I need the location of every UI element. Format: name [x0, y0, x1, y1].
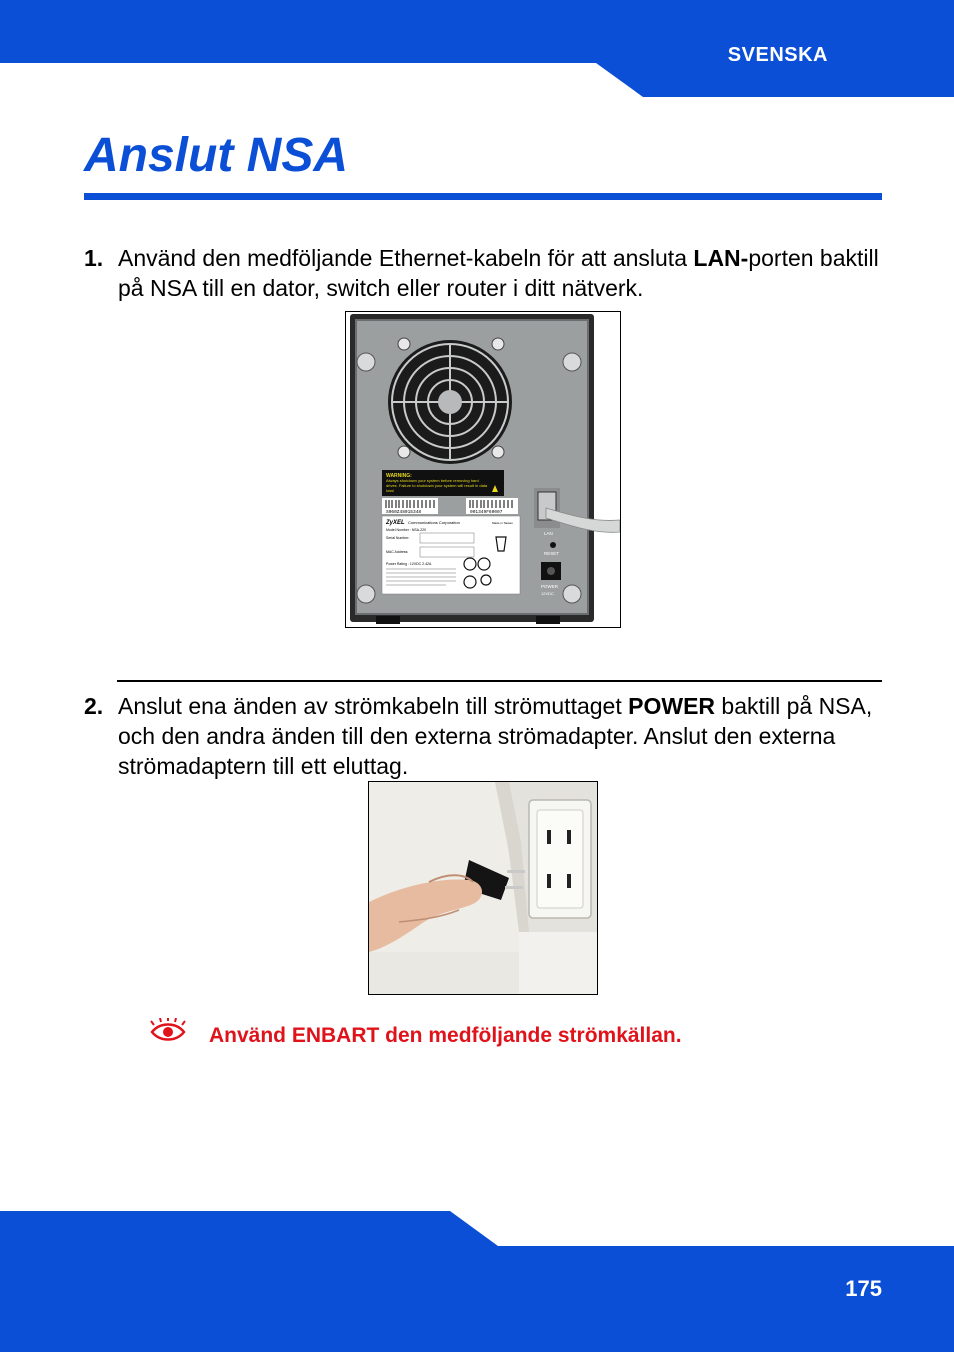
language-label: SVENSKA	[727, 44, 828, 66]
warning-sticker-title: WARNING:	[386, 473, 412, 479]
notice-text: Använd ENBART den medföljande strömkällan.	[209, 1024, 682, 1047]
reset-label: RESET	[544, 551, 560, 556]
step-number: 1.	[84, 245, 104, 271]
nsa-back-panel-photo	[345, 311, 621, 628]
label-made-in: Made in Taiwan	[492, 521, 513, 525]
label-power-rating: Power Rating : 12VDC 2.42A	[386, 562, 432, 566]
page-number: 175	[845, 1276, 882, 1301]
step-text: Anslut ena änden av strömkabeln till strömuttaget POWER baktill på NSA, och den andra änden till den externa strömadapter. Anslut den externa strömadaptern till ett eluttag.	[118, 693, 873, 779]
label-serial: Serial Number:	[386, 536, 410, 540]
warning-sticker-text: Always shutdown your system before removing hard drives. Failure to shutdown your system will result in data loss!	[386, 478, 488, 493]
step-number: 2.	[84, 693, 104, 719]
section-divider	[117, 680, 882, 682]
barcode-right-text: 001349F60007	[470, 510, 503, 515]
label-brand: ZyXEL	[386, 520, 405, 526]
lan-port-label: LAN	[544, 531, 553, 536]
eye-icon	[148, 1018, 188, 1050]
wall-outlet-photo	[368, 781, 598, 995]
footer-band	[0, 1211, 954, 1352]
wall-outlet-illustration	[369, 782, 597, 994]
power-port-label: POWER	[541, 584, 559, 589]
page-title: Anslut NSA	[84, 129, 348, 182]
label-model: Model Number : NSA-220	[386, 528, 427, 532]
step-text: Använd den medföljande Ethernet-kabeln för att ansluta LAN-porten baktill på NSA till en dator, switch eller router i ditt nätverk.	[118, 245, 879, 301]
label-brand-sub: Communications Corporation	[408, 520, 460, 525]
title-rule	[84, 193, 882, 200]
power-notice	[148, 1018, 848, 1058]
barcode-left-text: S060Z48015348	[386, 510, 422, 515]
nsa-back-panel-illustration	[346, 312, 620, 627]
power-port-sublabel: 12VDC	[541, 591, 554, 596]
label-mac: MAC Address:	[386, 550, 409, 554]
